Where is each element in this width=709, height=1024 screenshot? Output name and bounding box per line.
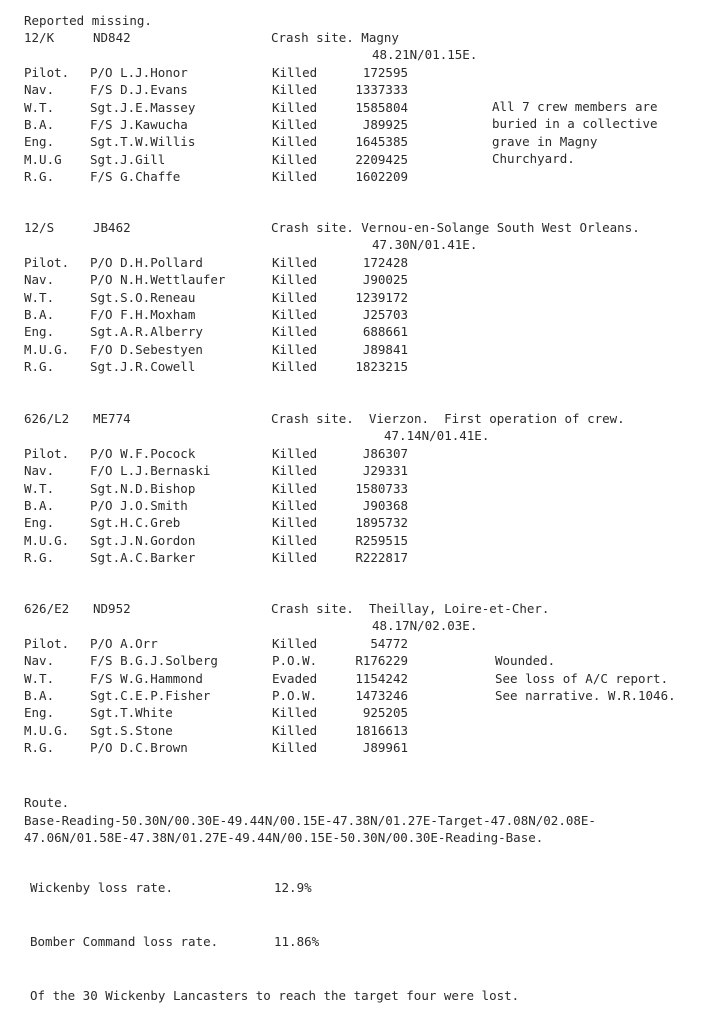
crew-number: R222817 [355,549,408,565]
crew-name: Sgt.S.Stone [90,722,173,738]
crew-name: F/S D.J.Evans [90,82,188,98]
crew-row [0,514,709,531]
crew-status: P.O.W. [272,687,318,703]
crew-number: 1816613 [355,722,408,738]
crew-status: Killed [272,255,318,270]
crew-role: W.T. [24,670,55,686]
crash-site: Crash site. Theillay, Loire-et-Cher. [271,601,550,616]
route-label: Route. [24,795,70,810]
crew-row [0,532,709,549]
crew-status: Killed [272,82,318,98]
crew-number: 1473246 [355,687,408,703]
crew-name: F/S W.G.Hammond [90,670,203,686]
crew-name: Sgt.J.E.Massey [90,99,196,115]
crew-number: 1823215 [355,358,408,374]
crew-name: Sgt.A.C.Barker [90,549,196,565]
loss-rate-value: 12.9% [274,880,312,895]
crew-number: 925205 [362,705,408,721]
crew-role: W.T. [24,289,55,305]
loss-rate-value: 11.86% [274,934,320,949]
crew-row [0,341,709,358]
crew-name: F/O D.Sebestyen [90,341,203,357]
aircraft-serial: ND952 [93,601,131,616]
squadron-code: 626/L2 [24,411,70,426]
crew-status: Killed [272,272,318,288]
loss-rate-row [0,879,709,897]
crew-number: 54772 [370,636,408,651]
crew-number: R176229 [355,653,408,669]
crew-number: J86307 [362,446,408,461]
crash-coords: 47.30N/01.41E. [372,237,478,252]
crew-name: F/O L.J.Bernaski [90,463,211,479]
crew-row [0,64,709,81]
crew-number: 1602209 [355,168,408,184]
crew-name: Sgt.T.W.Willis [90,134,196,150]
crew-status: Killed [272,497,318,513]
note-line: See narrative. W.R.1046. [495,687,676,703]
note-line: buried in a collective [492,116,658,132]
crew-role: Pilot. [24,636,70,651]
crew-status: Killed [272,480,318,496]
crew-number: J90368 [362,497,408,513]
crash-coords: 48.21N/01.15E. [372,47,478,62]
crew-status: Killed [272,116,318,132]
crew-number: 1337333 [355,82,408,98]
crew-status: Killed [272,446,318,461]
crew-role: Nav. [24,653,55,669]
crew-status: Evaded [272,670,318,686]
crew-row [0,739,709,756]
crew-name: F/S J.Kawucha [90,116,188,132]
crew-role: Nav. [24,82,55,98]
page-heading: Reported missing. [24,13,152,28]
crew-role: Eng. [24,324,55,340]
crew-status: Killed [272,358,318,374]
crew-row [0,497,709,514]
loss-rate-label: Bomber Command loss rate. [30,934,219,949]
crew-number: 172595 [362,65,408,80]
crew-row [0,549,709,566]
crew-number: 1645385 [355,134,408,150]
crew-status: Killed [272,739,318,755]
crew-row [0,652,709,669]
crew-name: Sgt.C.E.P.Fisher [90,687,211,703]
loss-header [0,410,709,444]
crew-role: W.T. [24,99,55,115]
crash-site: Crash site. Magny [271,30,399,45]
crew-name: F/S B.G.J.Solberg [90,653,218,669]
crew-role: W.T. [24,480,55,496]
crew-row [0,462,709,479]
crew-row [0,151,709,168]
crew-role: B.A. [24,306,55,322]
crew-role: Nav. [24,463,55,479]
crew-row [0,133,709,150]
crew-name: F/S G.Chaffe [90,168,181,184]
crew-number: 1580733 [355,480,408,496]
route-line: Base-Reading-50.30N/00.30E-49.44N/00.15E-47.38N/01.27E-Target-47.08N/02.08E- [24,813,596,828]
crew-number: J29331 [362,463,408,479]
crew-row [0,480,709,497]
crew-status: Killed [272,168,318,184]
crew-status: Killed [272,151,318,167]
crew-name: P/O L.J.Honor [90,65,188,80]
crew-name: P/O D.H.Pollard [90,255,203,270]
crew-status: Killed [272,463,318,479]
note-line: Wounded. [495,653,556,669]
crew-role: Eng. [24,705,55,721]
crew-row [0,81,709,98]
crew-status: Killed [272,306,318,322]
crew-name: P/O A.Orr [90,636,158,651]
crew-name: P/O N.H.Wettlaufer [90,272,226,288]
crew-name: Sgt.J.N.Gordon [90,532,196,548]
crew-role: Nav. [24,272,55,288]
crew-name: Sgt.S.O.Reneau [90,289,196,305]
crew-status: Killed [272,341,318,357]
crew-role: M.U.G. [24,532,70,548]
crew-status: Killed [272,515,318,531]
crew-status: Killed [272,722,318,738]
aircraft-serial: JB462 [93,220,131,235]
loss-rate-row [0,933,709,951]
crew-role: R.G. [24,358,55,374]
crew-number: 1239172 [355,289,408,305]
route-line: 47.06N/01.58E-47.38N/01.27E-49.44N/00.15E-50.30N/00.30E-Reading-Base. [24,830,544,845]
crew-role: Pilot. [24,255,70,270]
crew-number: J90025 [362,272,408,288]
crew-row [0,306,709,323]
crew-number: J89961 [362,739,408,755]
crew-number: J89841 [362,341,408,357]
crew-name: Sgt.J.R.Cowell [90,358,196,374]
aircraft-serial: ND842 [93,30,131,45]
crew-number: 172428 [362,255,408,270]
crew-status: Killed [272,549,318,565]
note-line: See loss of A/C report. [495,670,669,686]
loss-header [0,219,709,253]
crew-role: Eng. [24,134,55,150]
crash-site: Crash site. Vierzon. First operation of crew. [271,411,625,426]
crew-status: Killed [272,134,318,150]
crew-status: Killed [272,705,318,721]
crew-role: R.G. [24,168,55,184]
crew-number: R259515 [355,532,408,548]
crew-name: Sgt.J.Gill [90,151,166,167]
summary-text: Of the 30 Wickenby Lancasters to reach the target four were lost. [30,988,520,1003]
crew-role: R.G. [24,739,55,755]
squadron-code: 626/E2 [24,601,70,616]
crew-row [0,168,709,185]
crew-number: 2209425 [355,151,408,167]
crew-status: Killed [272,65,318,80]
squadron-code: 12/S [24,220,55,235]
crash-site: Crash site. Vernou-en-Solange South West Orleans. [271,220,640,235]
crew-role: B.A. [24,497,55,513]
crash-coords: 48.17N/02.03E. [372,618,478,633]
note-line: Churchyard. [492,150,575,166]
crew-row [0,722,709,739]
crew-number: 1154242 [355,670,408,686]
crew-status: Killed [272,289,318,305]
crew-number: J89925 [362,116,408,132]
crew-number: 1585804 [355,99,408,115]
crew-name: Sgt.H.C.Greb [90,515,181,531]
crew-number: 1895732 [355,515,408,531]
crew-number: 688661 [362,324,408,340]
crew-role: B.A. [24,687,55,703]
crew-name: P/O J.O.Smith [90,497,188,513]
crew-name: Sgt.A.R.Alberry [90,324,203,340]
crew-role: M.U.G. [24,722,70,738]
loss-header [0,29,709,63]
crash-coords: 47.14N/01.41E. [384,428,490,443]
crew-status: Killed [272,636,318,651]
squadron-code: 12/K [24,30,55,45]
crew-row [0,358,709,375]
crew-name: P/O D.C.Brown [90,739,188,755]
crew-status: Killed [272,324,318,340]
crew-row [0,704,709,721]
crew-row [0,323,709,340]
crew-role: R.G. [24,549,55,565]
crew-row [0,635,709,652]
crew-role: M.U.G. [24,341,70,357]
crew-status: Killed [272,99,318,115]
crew-role: Eng. [24,515,55,531]
note-line: grave in Magny [492,133,598,149]
crew-name: Sgt.T.White [90,705,173,721]
crew-role: Pilot. [24,65,70,80]
crew-name: F/O F.H.Moxham [90,306,196,322]
loss-header [0,600,709,634]
crew-role: Pilot. [24,446,70,461]
crew-role: B.A. [24,116,55,132]
crew-number: J25703 [362,306,408,322]
crew-name: Sgt.N.D.Bishop [90,480,196,496]
note-line: All 7 crew members are [492,99,658,114]
crew-role: M.U.G [24,151,62,167]
aircraft-serial: ME774 [93,411,131,426]
crew-row [0,254,709,271]
loss-rate-label: Wickenby loss rate. [30,880,173,895]
crew-name: P/O W.F.Pocock [90,446,196,461]
crew-row [0,445,709,462]
crew-status: Killed [272,532,318,548]
crew-status: P.O.W. [272,653,318,669]
crew-row [0,289,709,306]
crew-row [0,271,709,288]
